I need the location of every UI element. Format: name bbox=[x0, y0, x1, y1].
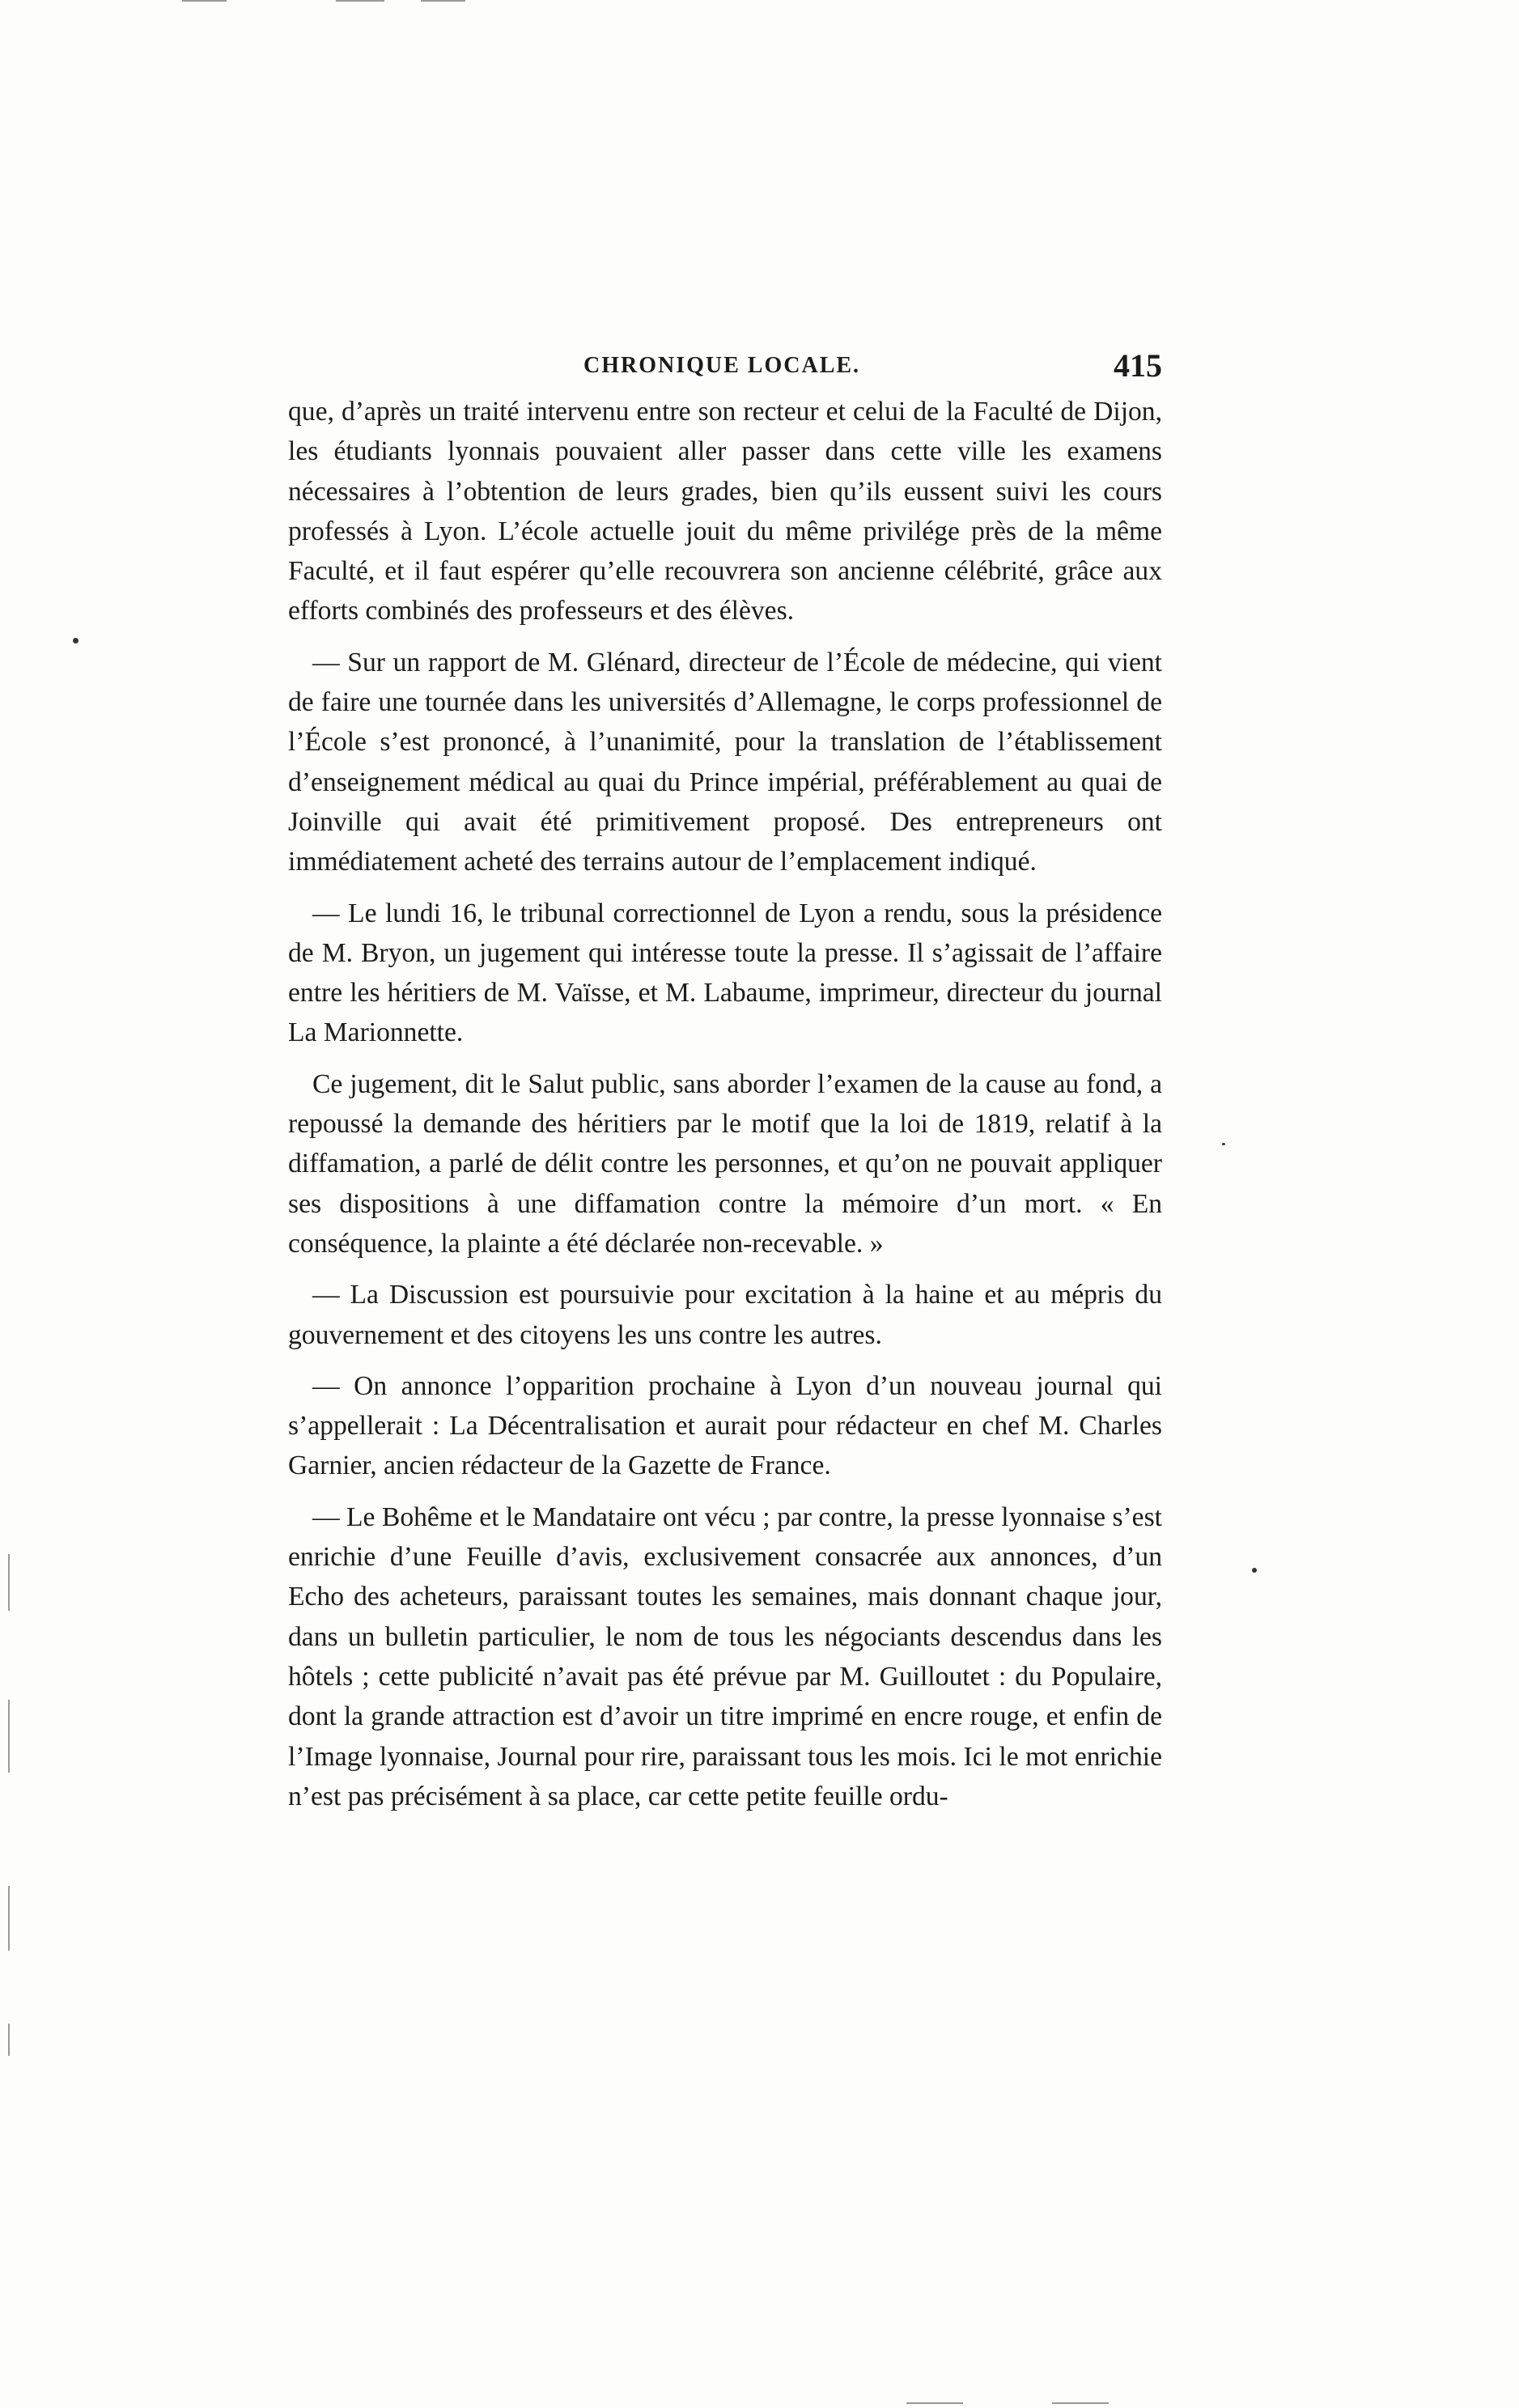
scan-speck bbox=[1252, 1568, 1257, 1573]
scan-edge-mark bbox=[8, 1886, 10, 1951]
paragraph-presse-lyonnaise: — Le Bohême et le Mandataire ont vécu ; par contre, la presse lyonnaise s’est enrichie d’une Feuille d’avis, exclusivement consacrée aux annonces, d’un Echo des acheteurs, paraissant toutes les semaines, mais donnant chaque jour, dans un bulletin particulier, le nom de tous les négociants descendus dans les hôtels ; cette publicité n’avait pas été prévue par M. Guilloutet : du Populaire, dont la grande attraction est d’avoir un titre imprimé en encre rouge, et enfin de l’Image lyonnaise, Journal pour rire, paraissant tous les mois. Ici le mot enrichie n’est pas précisément à sa place, car cette petite feuille ordu- bbox=[288, 1501, 1162, 1811]
scan-speck bbox=[73, 638, 78, 643]
scan-edge-mark bbox=[1052, 2402, 1109, 2404]
paragraph-discussion: — La Discussion est poursuivie pour excitation à la haine et au mépris du gouvernement et des citoyens les uns contre les autres. bbox=[288, 1280, 1162, 1350]
page-number: 415 bbox=[1114, 347, 1162, 384]
scan-edge-mark bbox=[336, 0, 384, 2]
paragraph-faculte: que, d’après un traité intervenu entre son recteur et celui de la Faculté de Dijon, les étudiants lyonnais pouvaient aller passer dans cette ville les examens nécessaires à l’obtention de leurs grades, bien qu’ils eussent suivi les cours professés à Lyon. L’école actuelle jouit du même privilége près de la même Faculté, et il faut espérer qu’elle recouvrera son ancienne célébrité, grâce aux efforts combinés des professeurs et des élèves. bbox=[288, 397, 1162, 626]
running-title: CHRONIQUE LOCALE. bbox=[583, 353, 861, 378]
scan-edge-mark bbox=[8, 1554, 10, 1611]
scan-edge-mark bbox=[8, 2024, 10, 2056]
scan-edge-mark bbox=[421, 0, 465, 2]
scan-edge-mark bbox=[8, 1700, 10, 1773]
paragraph-tribunal: — Le lundi 16, le tribunal correctionnel de Lyon a rendu, sous la présidence de M. Bryon, un jugement qui intéresse toute la presse. Il s’agissait de l’affaire entre les héritiers de M. Vaïsse, et M. Labaume, imprimeur, directeur du journal La Marionnette. bbox=[288, 898, 1162, 1048]
paragraph-decentralisation: — On annonce l’opparition prochaine à Lyon d’un nouveau journal qui s’appellerait : La Décentralisation et aurait pour rédacteur en chef M. Charles Garnier, ancien rédacteur de la Gazette de France. bbox=[288, 1370, 1162, 1481]
scan-speck bbox=[1222, 1143, 1225, 1145]
paragraph-jugement: Ce jugement, dit le Salut public, sans aborder l’examen de la cause au fond, a repoussé la demande des héritiers par le motif que la loi de 1819, relatif à la diffamation, a parlé de délit contre les personnes, et qu’on ne pouvait appliquer ses dispositions à une diffamation contre la mémoire d’un mort. « En conséquence, la plainte a été déclarée non-recevable. » bbox=[288, 1068, 1162, 1259]
paragraph-ecole-medecine: — Sur un rapport de M. Glénard, directeur de l’École de médecine, qui vient de faire une tournée dans les universités d’Allemagne, le corps professionnel de l’École s’est prononcé, à l’unanimité, pour la translation de l’établissement d’enseignement médical au quai du Prince impérial, préférablement au quai de Joinville qui avait été primitivement proposé. Des entrepreneurs ont immédiatement acheté des terrains autour de l’emplacement indiqué. bbox=[288, 647, 1162, 877]
running-head bbox=[288, 346, 1162, 392]
scan-edge-mark bbox=[906, 2402, 963, 2404]
body-text bbox=[288, 392, 1162, 1816]
scan-edge-mark bbox=[182, 0, 227, 2]
